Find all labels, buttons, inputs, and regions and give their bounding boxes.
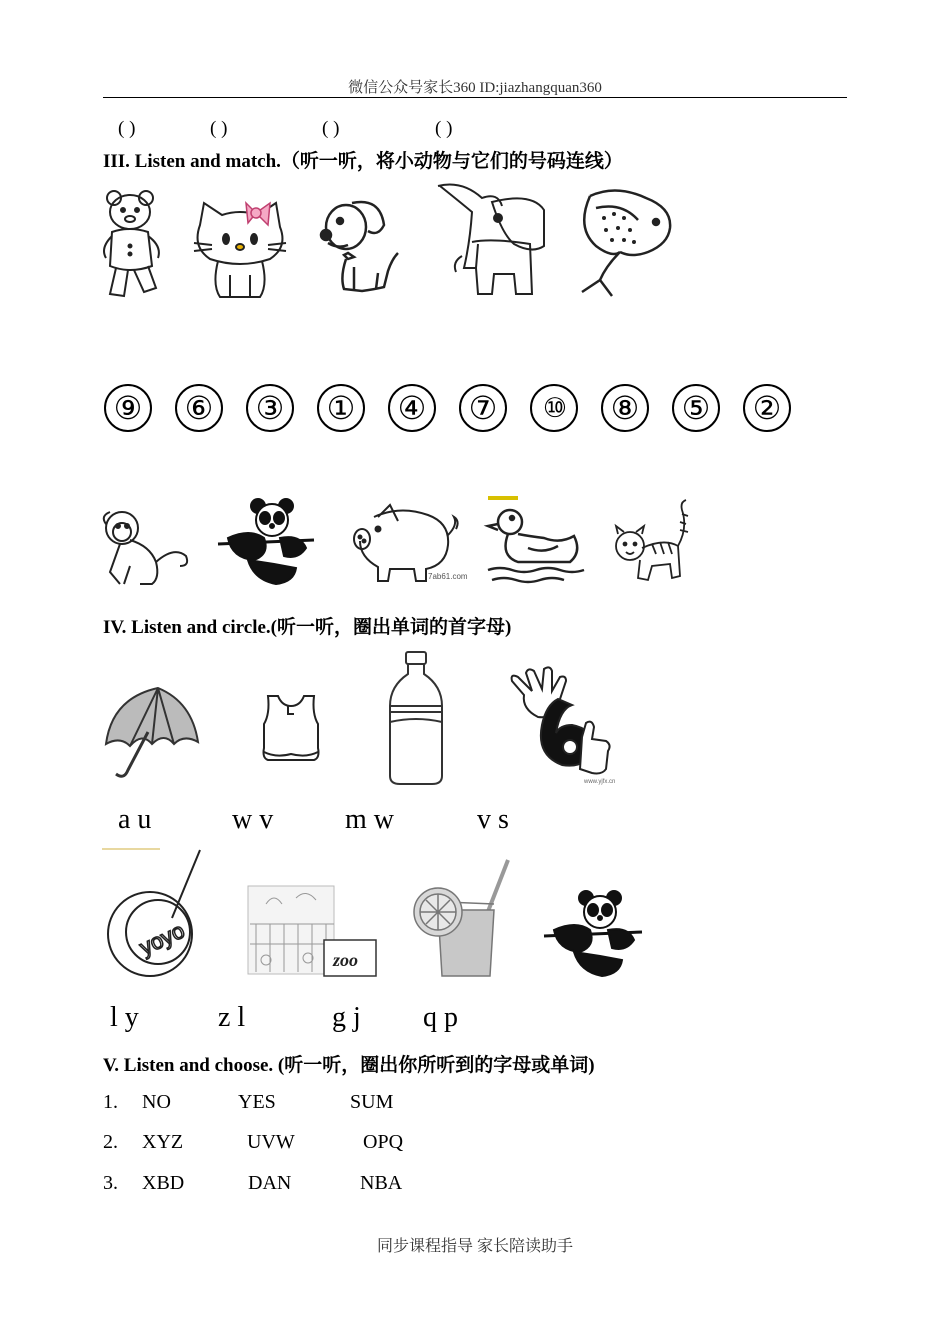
item-number: 3. bbox=[103, 1172, 118, 1194]
answer-paren[interactable]: ( ) bbox=[435, 118, 453, 139]
choice-option[interactable]: XBD bbox=[142, 1172, 185, 1194]
svg-text:www.yjfx.cn: www.yjfx.cn bbox=[584, 779, 616, 785]
number-circle: ① bbox=[317, 384, 365, 432]
item-number: 2. bbox=[103, 1131, 118, 1153]
letter-choice[interactable]: m w bbox=[345, 804, 394, 835]
section3-title: III. Listen and match.（听一听，将小动物与它们的号码连线） bbox=[103, 151, 623, 172]
letter-choice[interactable]: a u bbox=[118, 804, 152, 835]
yoyo-text: yoyo bbox=[135, 917, 189, 961]
number-circle: ② bbox=[743, 384, 791, 432]
zoo-icon bbox=[246, 884, 380, 980]
hello-kitty-icon bbox=[190, 195, 290, 301]
choice-option[interactable]: SUM bbox=[350, 1091, 394, 1113]
letter-choice[interactable]: v s bbox=[477, 804, 509, 835]
elephant-icon bbox=[432, 182, 550, 298]
choice-option[interactable]: OPQ bbox=[363, 1131, 404, 1153]
yoyo-icon bbox=[102, 848, 206, 976]
water-bottle-icon bbox=[386, 650, 446, 786]
dog-icon bbox=[318, 197, 404, 295]
choice-option[interactable]: UVW bbox=[247, 1131, 295, 1153]
answer-paren[interactable]: ( ) bbox=[322, 118, 340, 139]
number-circle: ⑨ bbox=[104, 384, 152, 432]
vest-icon bbox=[256, 690, 326, 766]
panda-icon bbox=[540, 888, 646, 980]
item-number: 1. bbox=[103, 1091, 118, 1113]
header-divider bbox=[103, 97, 847, 98]
monkey-icon bbox=[100, 506, 192, 588]
letter-choice[interactable]: q p bbox=[423, 1002, 458, 1033]
number-circle: ⑩ bbox=[530, 384, 578, 432]
page-footer: 同步课程指导 家长陪读助手 bbox=[376, 1238, 573, 1255]
number-circle: ⑦ bbox=[459, 384, 507, 432]
bear-icon bbox=[100, 188, 166, 302]
choice-option[interactable]: NBA bbox=[360, 1172, 403, 1194]
choice-option[interactable]: YES bbox=[238, 1091, 276, 1113]
zoo-sign: zoo bbox=[333, 950, 359, 970]
choice-option[interactable]: XYZ bbox=[142, 1131, 184, 1153]
page-header: 微信公众号家长360 ID:jiazhangquan360 bbox=[348, 80, 602, 96]
number-circle: ③ bbox=[246, 384, 294, 432]
letter-choice[interactable]: z l bbox=[218, 1002, 246, 1033]
number-circle: ⑤ bbox=[672, 384, 720, 432]
image-credit: 7ab61.com bbox=[428, 572, 468, 581]
section5-title: V. Listen and choose. (听一听，圈出你所听到的字母或单词) bbox=[103, 1055, 595, 1076]
fish-icon bbox=[576, 188, 676, 300]
letter-choice[interactable]: l y bbox=[110, 1002, 139, 1033]
choice-option[interactable]: DAN bbox=[248, 1172, 292, 1194]
letter-choice[interactable]: w v bbox=[232, 804, 274, 835]
panda-icon bbox=[214, 498, 320, 588]
choice-option[interactable]: NO bbox=[142, 1091, 171, 1113]
umbrella-icon bbox=[102, 688, 200, 786]
tiger-icon bbox=[608, 498, 692, 586]
answer-paren[interactable]: ( ) bbox=[210, 118, 228, 139]
number-circle: ④ bbox=[388, 384, 436, 432]
answer-paren[interactable]: ( ) bbox=[118, 118, 136, 139]
six-hand-icon bbox=[506, 665, 616, 785]
duck-icon bbox=[488, 496, 584, 586]
number-circle: ⑥ bbox=[175, 384, 223, 432]
juice-icon bbox=[412, 858, 518, 980]
section4-title: IV. Listen and circle.(听一听，圈出单词的首字母) bbox=[103, 617, 512, 638]
letter-choice[interactable]: g j bbox=[332, 1002, 361, 1033]
number-circle: ⑧ bbox=[601, 384, 649, 432]
